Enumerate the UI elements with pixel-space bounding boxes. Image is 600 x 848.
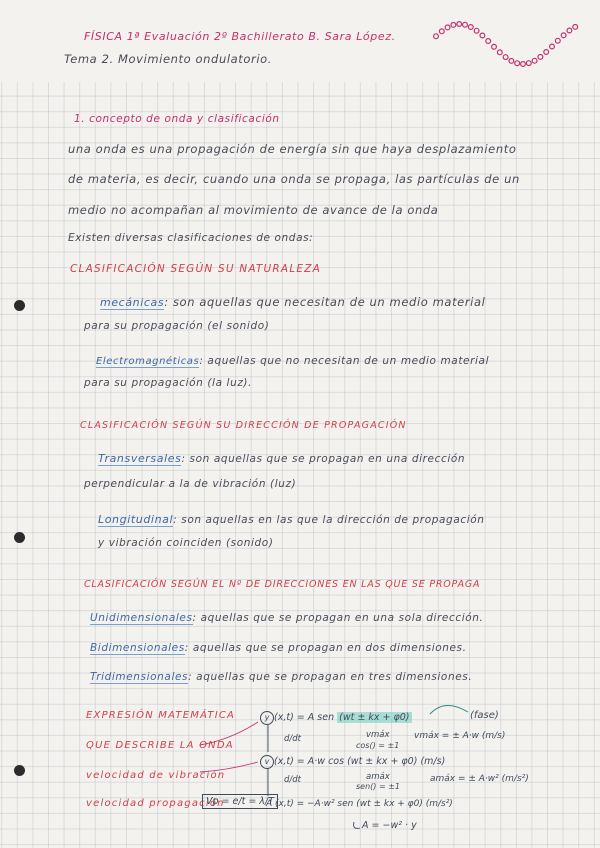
term-transversal: Transversales [98,452,182,465]
pointer-line [200,762,258,772]
acceleration-relation: A = −w² · y [362,820,417,831]
amax-condition: sen() = ±1 [356,782,400,791]
definition-text: : aquellas que no necesitan de un medio material [199,355,490,367]
vp-formula: Vp = e/t = λ/T [202,794,278,809]
section-heading: 1. concepto de onda y clasificación [74,113,280,125]
term-electromagnetic: Electromagnéticas [96,356,200,367]
definition-continuation: para su propagación (la luz). [84,377,253,389]
phase-label: (fase) [470,710,499,721]
body-line: de materia, es decir, cuando una onda se propaga, las partículas de un [68,172,520,186]
definition-text: : aquellas que se propagan en dos dimensiones. [184,642,467,654]
amax-note: amáx [366,772,390,782]
y-symbol: y [260,711,274,725]
topic-title: Tema 2. Movimiento ondulatorio. [64,52,273,66]
classification-heading: CLASIFICACIÓN SEGÚN SU DIRECCIÓN DE PROPAGACIÓN [80,420,407,431]
vmax-equation: vmáx = ± A·w (m/s) [414,731,506,741]
term-tridimensional: Tridimensionales [90,671,189,683]
equation-text: (x,t) = A·w cos (wt ± kx + φ0) (m/s) [274,756,446,767]
term-bidimensional: Bidimensionales [90,642,185,654]
classification-heading: CLASIFICACIÓN SEGÚN SU NATURALEZA [70,263,321,275]
term-longitudinal: Longitudinal [98,513,174,526]
classification-heading: CLASIFICACIÓN SEGÚN EL Nº DE DIRECCIONES EN LAS QUE SE PROPAGA [84,579,481,590]
amax-equation: amáx = ± A·w² (m/s²) [430,774,529,784]
body-line: Existen diversas clasificaciones de ondas: [68,232,314,244]
math-label: EXPRESIÓN MATEMÁTICA [86,710,236,721]
vmax-note: vmáx [366,730,390,740]
derivative-label: d/dt [284,734,301,744]
page-title: FÍSICA 1ª Evaluación 2º Bachillerato B. Sara López. [84,30,396,43]
pointer-line [200,722,258,745]
vmax-condition: cos() = ±1 [356,741,400,750]
definition-text: : son aquellas que se propagan en una dirección [181,453,466,465]
acceleration-equation: A (x,t) = −A·w² sen (wt ± kx + φ0) (m/s²) [266,799,453,809]
equation-text: (x,t) = A sen [274,712,335,723]
body-line: medio no acompañan al movimiento de avance de la onda [68,203,439,217]
phase-arrow [430,705,468,714]
phase-highlight: (wt ± kx + φ0) [339,712,410,723]
definition-text: : son aquellas que necesitan de un medio material [164,295,486,309]
definition-continuation: y vibración coinciden (sonido) [98,537,274,549]
v-symbol: v [260,755,274,769]
derivative-label: d/dt [284,775,301,785]
definition-text: : aquellas que se propagan en tres dimensiones. [188,671,473,683]
term-mechanical: mecánicas [100,296,165,309]
definition-continuation: perpendicular a la de vibración (luz) [84,478,297,490]
body-line: una onda es una propagación de energía sin que haya desplazamiento [68,142,517,156]
term-unidimensional: Unidimensionales [90,612,193,624]
definition-text: : son aquellas en las que la dirección de propagación [173,514,485,526]
math-label: velocidad propagación [86,798,225,809]
definition-continuation: para su propagación (el sonido) [84,320,270,332]
definition-text: : aquellas que se propagan en una sola dirección. [192,612,484,624]
math-label: velocidad de vibración [86,770,226,781]
math-label: QUE DESCRIBE LA ONDA [86,740,234,751]
arrow-line [354,822,360,828]
